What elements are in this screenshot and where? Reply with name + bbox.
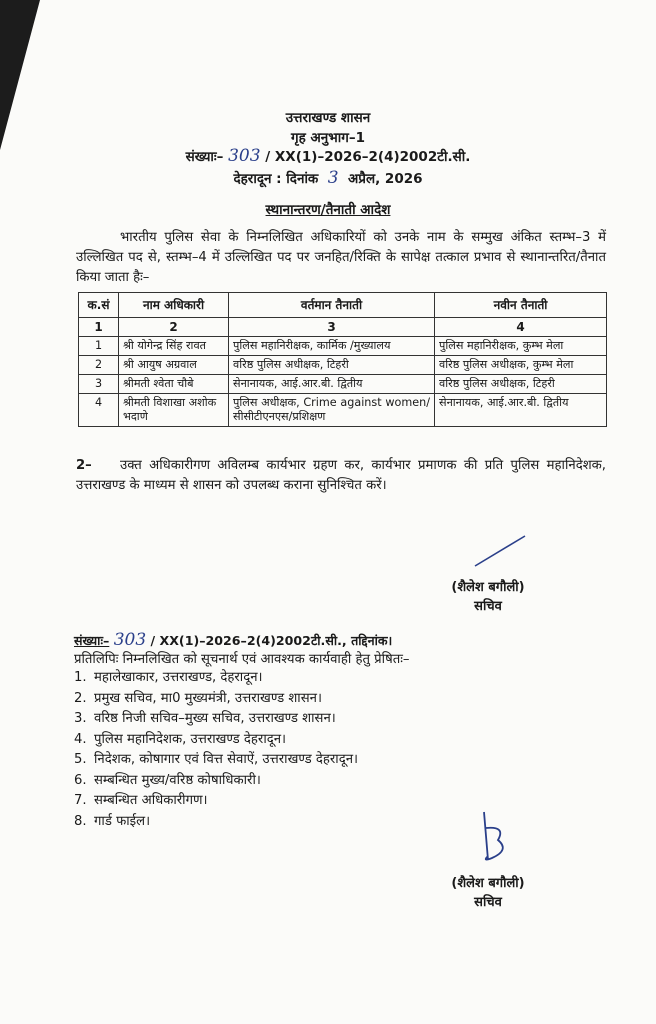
copy-intro: प्रतिलिपिः निम्नलिखित को सूचनार्थ एवं आवश्यक कार्यवाही हेतु प्रेषितः– — [74, 652, 410, 667]
row-officer-name: श्रीमती विशाखा अशोक भदाणे — [119, 394, 229, 427]
col-num: 2 — [119, 318, 229, 337]
column-number-row — [79, 318, 607, 337]
header-current-posting: वर्तमान तैनाती — [229, 293, 435, 318]
item-text: सम्बन्धित अधिकारीगण। — [94, 793, 208, 808]
row-officer-name: श्री योगेन्द्र सिंह रावत — [119, 337, 229, 356]
order-subject: स्थानान्तरण/तैनाती आदेश — [265, 202, 391, 218]
signatory-1-name: (शैलेश बगौली) — [451, 580, 525, 595]
signature-stroke-2 — [466, 806, 516, 870]
item-number: 7. — [74, 793, 87, 808]
item-text: निदेशक, कोषागार एवं वित्त सेवाऐं, उत्तराखण्ड देहरादून। — [94, 752, 359, 767]
item-number: 6. — [74, 772, 87, 788]
list-item — [74, 812, 358, 833]
date-line — [0, 168, 656, 188]
list-item — [74, 791, 358, 812]
list-item — [74, 730, 358, 751]
copy-list — [74, 668, 358, 832]
row-current-posting: वरिष्ठ पुलिस अधीक्षक, टिहरी — [229, 356, 435, 375]
list-item — [74, 771, 358, 792]
item-number: 4. — [74, 731, 87, 747]
paragraph-2-text: उक्त अधिकारीगण अविलम्ब कार्यभार ग्रहण कर, कार्यभार प्रमाणक की प्रति पुलिस महानिदेशक, उत्तराखण्ड के माध्यम से शासन को उपलब्ध कराना सुनिश्चित करें। — [76, 458, 606, 493]
col-num: 4 — [435, 318, 607, 337]
row-officer-name: श्रीमती श्वेता चौबे — [119, 375, 229, 394]
intro-paragraph: भारतीय पुलिस सेवा के निम्नलिखित अधिकारियों को उनके नाम के सम्मुख अंकित स्तम्भ–3 में उल्लिखित पद से, स्तम्भ–4 में उल्लिखित पद पर जनहित/रिक्ति के सापेक्ष तत्काल प्रभाव से स्थानान्तरित/तैनात किया जाता हैः– — [76, 230, 606, 285]
copy-reference — [74, 630, 614, 651]
list-item — [74, 689, 358, 710]
row-new-posting: पुलिस महानिरीक्षक, कुम्भ मेला — [435, 337, 607, 356]
row-sn: 1 — [79, 337, 119, 356]
header-name: नाम अधिकारी — [119, 293, 229, 318]
signatory-2-designation: सचिव — [474, 895, 502, 910]
row-sn: 4 — [79, 394, 119, 427]
list-item — [74, 750, 358, 771]
department-title: उत्तराखण्ड शासन — [285, 110, 371, 126]
col-num: 1 — [79, 318, 119, 337]
row-current-posting: पुलिस महानिरीक्षक, कार्मिक /मुख्यालय — [229, 337, 435, 356]
header-sn: क.सं — [79, 293, 119, 318]
item-number: 1. — [74, 670, 87, 685]
paragraph-2 — [76, 456, 606, 496]
item-text: वरिष्ठ निजी सचिव–मुख्य सचिव, उत्तराखण्ड शासन। — [94, 711, 336, 726]
table-row — [79, 375, 607, 394]
list-item — [74, 709, 358, 730]
ref-suffix: / XX(1)–2026–2(4)2002टी.सी. — [265, 149, 471, 165]
row-officer-name: श्री आयुष अग्रवाल — [119, 356, 229, 375]
ref-label: संख्याः– — [185, 149, 224, 165]
copy-ref-number-handwritten: 303 — [113, 630, 147, 650]
row-new-posting: वरिष्ठ पुलिस अधीक्षक, टिहरी — [435, 375, 607, 394]
date-rest: अप्रैल, 2026 — [347, 171, 423, 187]
table-header-row — [79, 293, 607, 318]
item-text: पुलिस महानिदेशक, उत्तराखण्ड देहरादून। — [94, 731, 287, 747]
signatory-1-designation: सचिव — [474, 599, 502, 614]
item-number: 2. — [74, 690, 87, 706]
table-row — [79, 394, 607, 427]
row-sn: 3 — [79, 375, 119, 394]
row-current-posting: पुलिस अधीक्षक, Crime against women/सीसीटीएनएस/प्रशिक्षण — [229, 394, 435, 427]
transfer-table — [78, 292, 607, 427]
list-item — [74, 668, 358, 689]
row-new-posting: सेनानायक, आई.आर.बी. द्वितीय — [435, 394, 607, 427]
date-label: देहरादून : दिनांक — [233, 171, 319, 187]
table-row — [79, 337, 607, 356]
row-current-posting: सेनानायक, आई.आर.बी. द्वितीय — [229, 375, 435, 394]
copy-ref-label: संख्याः– — [74, 633, 110, 648]
paragraph-2-number: 2– — [76, 458, 92, 473]
ref-number-handwritten: 303 — [228, 146, 261, 166]
row-new-posting: वरिष्ठ पुलिस अधीक्षक, कुम्भ मेला — [435, 356, 607, 375]
signatory-2-name: (शैलेश बगौली) — [451, 876, 525, 891]
item-text: गार्ड फाईल। — [94, 813, 151, 829]
date-day-handwritten: 3 — [327, 168, 339, 188]
header-new-posting: नवीन तैनाती — [435, 293, 607, 318]
item-text: प्रमुख सचिव, मा0 मुख्यमंत्री, उत्तराखण्ड शासन। — [94, 690, 322, 706]
item-text: सम्बन्धित मुख्य/वरिष्ठ कोषाधिकारी। — [94, 772, 261, 788]
signature-stroke-1 — [470, 532, 530, 572]
col-num: 3 — [229, 318, 435, 337]
item-number: 5. — [74, 752, 87, 767]
item-number: 3. — [74, 711, 87, 726]
item-text: महालेखाकार, उत्तराखण्ड, देहरादून। — [94, 670, 263, 685]
table-row — [79, 356, 607, 375]
item-number: 8. — [74, 813, 87, 829]
copy-ref-suffix: / XX(1)–2026–2(4)2002टी.सी., तद्दिनांक। — [150, 633, 393, 648]
section-title: गृह अनुभाग–1 — [290, 130, 365, 146]
reference-number — [0, 146, 656, 166]
row-sn: 2 — [79, 356, 119, 375]
